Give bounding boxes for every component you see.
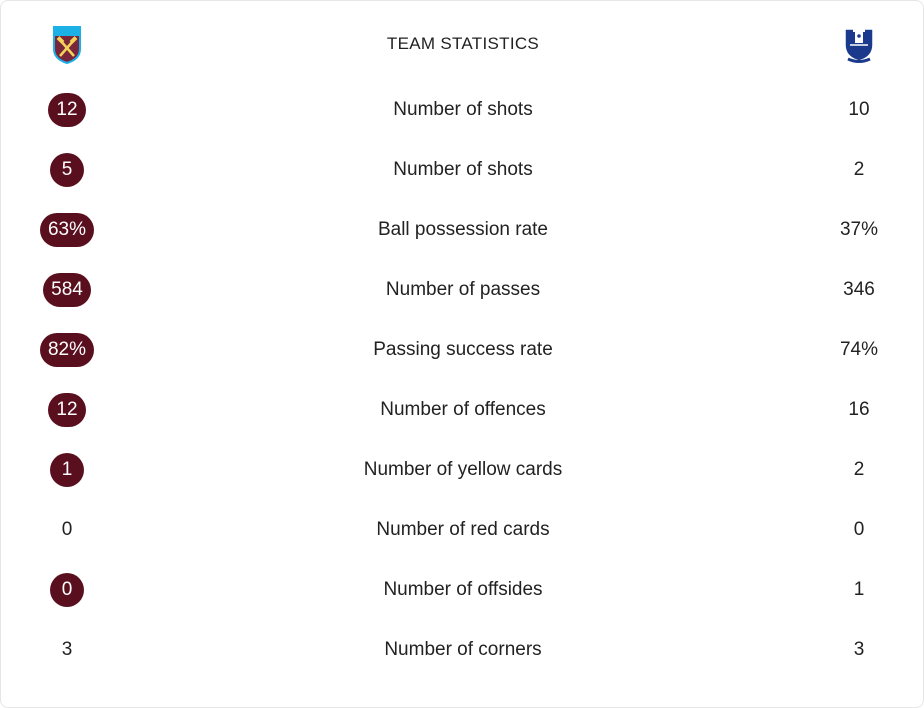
home-value: 3 — [61, 639, 73, 660]
stats-list — [1, 80, 924, 680]
stat-row — [1, 260, 924, 320]
stat-label: Number of offsides — [383, 579, 543, 600]
stat-row — [1, 560, 924, 620]
home-value-badge: 82% — [40, 333, 94, 367]
everton-crest-icon — [838, 23, 880, 65]
stats-header — [1, 23, 924, 65]
home-value-cell — [27, 260, 107, 320]
away-value: 346 — [843, 279, 875, 300]
away-value: 37% — [839, 219, 879, 240]
stat-label: Passing success rate — [373, 339, 553, 360]
home-value-cell — [27, 500, 107, 560]
stat-row — [1, 140, 924, 200]
away-value: 0 — [853, 519, 865, 540]
stat-row — [1, 440, 924, 500]
stat-row — [1, 200, 924, 260]
home-value-cell — [27, 380, 107, 440]
home-value-badge: 12 — [48, 93, 85, 127]
west-ham-united-crest-icon — [46, 23, 88, 65]
home-value-badge: 1 — [50, 453, 84, 487]
stat-label: Ball possession rate — [377, 219, 549, 240]
stat-label: Number of shots — [393, 159, 533, 180]
stat-row — [1, 380, 924, 440]
home-value: 0 — [61, 519, 73, 540]
home-value-badge: 63% — [40, 213, 94, 247]
home-value-cell — [27, 80, 107, 140]
home-value-badge: 5 — [50, 153, 84, 187]
stat-label: Number of offences — [380, 399, 546, 420]
away-value: 3 — [853, 639, 865, 660]
home-value-badge: 584 — [43, 273, 91, 307]
stat-row — [1, 500, 924, 560]
stat-label: Number of corners — [384, 639, 542, 660]
stat-row — [1, 620, 924, 680]
stat-label: Number of red cards — [376, 519, 550, 540]
away-value: 74% — [839, 339, 879, 360]
away-value: 10 — [848, 99, 870, 120]
away-value: 2 — [853, 159, 865, 180]
home-value-cell — [27, 140, 107, 200]
stat-label: Number of yellow cards — [363, 459, 563, 480]
home-value-badge: 12 — [48, 393, 85, 427]
away-value: 16 — [848, 399, 870, 420]
home-value-cell — [27, 320, 107, 380]
home-value-cell — [27, 560, 107, 620]
stat-row — [1, 80, 924, 140]
away-value: 2 — [853, 459, 865, 480]
home-value-cell — [27, 200, 107, 260]
away-value: 1 — [853, 579, 865, 600]
stat-row — [1, 320, 924, 380]
page-title: TEAM STATISTICS — [386, 34, 540, 53]
stat-label: Number of passes — [385, 279, 541, 300]
home-value-cell — [27, 440, 107, 500]
home-value-badge: 0 — [50, 573, 84, 607]
stat-label: Number of shots — [393, 99, 533, 120]
home-value-cell — [27, 620, 107, 680]
